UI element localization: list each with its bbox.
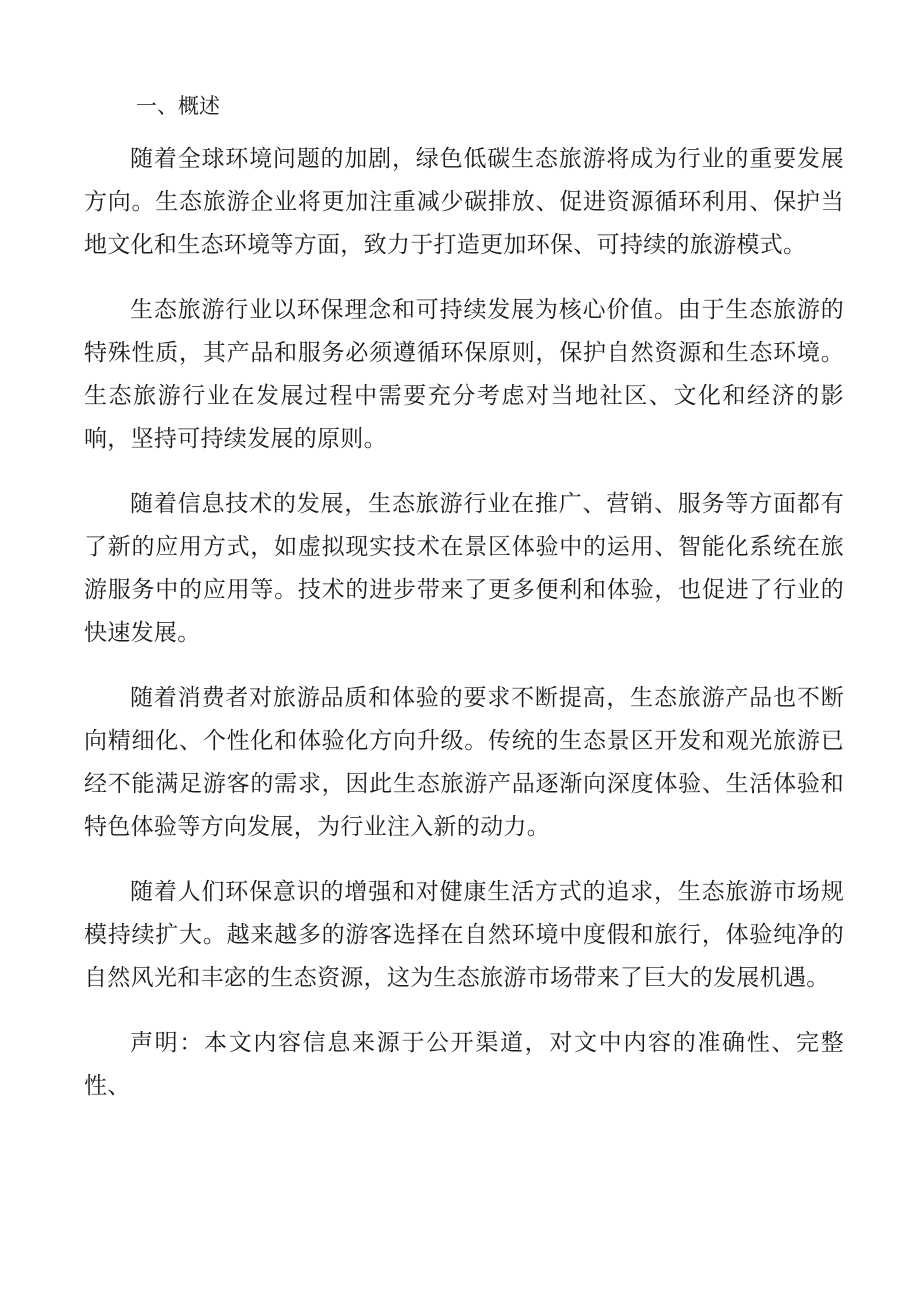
paragraph-market-expansion: 随着人们环保意识的增强和对健康生活方式的追求，生态旅游市场规模持续扩大。越来越多的游客选择在自然环境中度假和旅行，体验纯净的自然风光和丰宓的生态资源，这为生态旅游市场带来了巨大的发展机遇。 — [84, 879, 844, 991]
paragraph-product-upgrade: 随着消费者对旅游品质和体验的要求不断提高，生态旅游产品也不断向精细化、个性化和体验化方向升级。传统的生态景区开发和观光旅游已经不能满足游客的需求，因此生态旅游产品逐渐向深度体验、生活体验和特色体验等方向发展，为行业注入新的动力。 — [84, 685, 844, 840]
paragraph-green-low-carbon: 随着全球环境问题的加剧，绿色低碳生态旅游将成为行业的重要发展方向。生态旅游企业将更加注重减少碳排放、促进资源循环利用、保护当地文化和生态环境等方面，致力于打造更加环保、可持续的旅游模式。 — [84, 146, 844, 258]
paragraph-information-technology: 随着信息技术的发展，生态旅游行业在推广、营销、服务等方面都有了新的应用方式，如虚拟现实技术在景区体验中的运用、智能化系统在旅游服务中的应用等。技术的进步带来了更多便利和体验，也促进了行业的快速发展。 — [84, 491, 844, 646]
paragraph-core-values: 生态旅游行业以环保理念和可持续发展为核心价值。由于生态旅游的特殊性质，其产品和服务必须遵循环保原则，保护自然资源和生态环境。生态旅游行业在发展过程中需要充分考虑对当地社区、文化和经济的影响，坚持可持续发展的原则。 — [84, 297, 844, 452]
document-body — [84, 138, 844, 1108]
section-heading: 一、概述 — [136, 94, 220, 118]
paragraph-disclaimer: 声明：本文内容信息来源于公开渠道，对文中内容的准确性、完整性、 — [84, 1030, 844, 1099]
